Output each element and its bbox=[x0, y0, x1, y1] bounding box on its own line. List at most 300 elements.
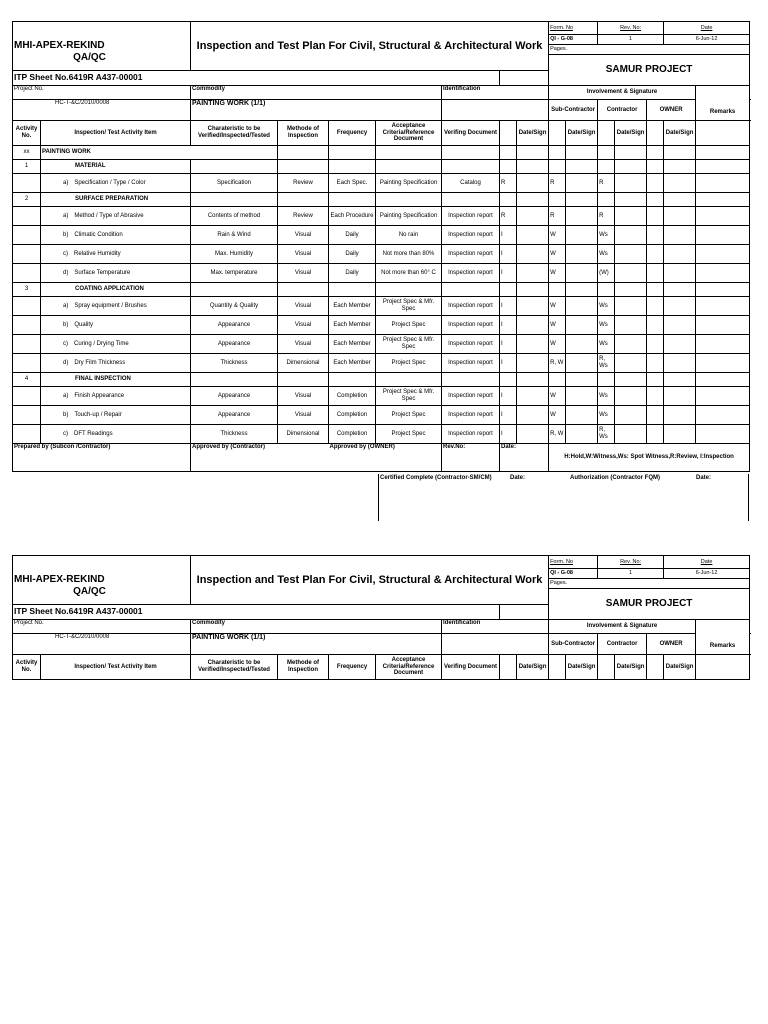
regulatory-code bbox=[647, 316, 664, 335]
contractor-code: W bbox=[549, 226, 566, 245]
empty-cell bbox=[664, 160, 696, 174]
col-subcontractor: Sub-Contractor bbox=[549, 634, 598, 655]
item-letter bbox=[41, 245, 191, 264]
itp-sheet-no: ITP Sheet No.6419R A437-00001 bbox=[13, 71, 500, 86]
project-name: SAMUR PROJECT bbox=[549, 589, 750, 620]
regulatory-code bbox=[647, 226, 664, 245]
verifying-doc-cell: Inspection report bbox=[442, 316, 500, 335]
frequency-cell: Daily bbox=[329, 226, 376, 245]
method-cell: Visual bbox=[278, 316, 329, 335]
regulatory-code bbox=[647, 335, 664, 354]
owner-code: R bbox=[598, 174, 615, 193]
date-sign-cell bbox=[566, 425, 598, 444]
item-letter bbox=[41, 297, 191, 316]
approved-by-owner: Approved by (OWNER) bbox=[329, 444, 442, 472]
legend: H:Hold,W:Witness,Ws: Spot Witness,R:Review, I:Inspection bbox=[549, 444, 750, 472]
owner-code: Ws bbox=[598, 335, 615, 354]
method-cell: Dimensional bbox=[278, 425, 329, 444]
acceptance-cell: Project Spec & Mfr. Spec bbox=[376, 335, 442, 354]
empty-cell bbox=[566, 146, 598, 160]
characteristic-cell: Max. temperature bbox=[191, 264, 278, 283]
empty-cell bbox=[500, 373, 517, 387]
activity-no: xx bbox=[13, 146, 41, 160]
col-acceptance: Acceptance Criteria/Reference Document bbox=[376, 655, 442, 680]
department-name: QA/QC bbox=[73, 51, 106, 63]
empty-cell bbox=[278, 283, 329, 297]
empty-cell bbox=[376, 193, 442, 207]
authorization-date: Date: bbox=[696, 475, 712, 481]
form-no-value: QI - G-08 bbox=[549, 569, 598, 579]
acceptance-cell: Project Spec bbox=[376, 406, 442, 425]
date-sign-cell bbox=[517, 387, 549, 406]
remarks-cell bbox=[696, 387, 750, 406]
col-date-sign: Date/Sign bbox=[517, 121, 549, 146]
empty-cell bbox=[549, 373, 566, 387]
regulatory-code bbox=[647, 387, 664, 406]
rev-no-label: Rev. No: bbox=[598, 22, 664, 35]
empty-cell bbox=[442, 373, 500, 387]
date-sign-cell bbox=[664, 335, 696, 354]
item-name: Quality bbox=[74, 321, 94, 328]
empty-cell bbox=[442, 193, 500, 207]
contractor-code: W bbox=[549, 316, 566, 335]
company-block bbox=[13, 556, 191, 605]
subcontractor-code: I bbox=[500, 264, 517, 283]
date-sign-cell bbox=[615, 425, 647, 444]
subcontractor-code: I bbox=[500, 297, 517, 316]
empty-cell bbox=[442, 146, 500, 160]
empty-cell bbox=[664, 373, 696, 387]
frequency-cell: Each Spec. bbox=[329, 174, 376, 193]
owner-code: Ws bbox=[598, 316, 615, 335]
frequency-cell: Each Member bbox=[329, 335, 376, 354]
empty-cell bbox=[517, 146, 549, 160]
verifying-doc-cell: Inspection report bbox=[442, 245, 500, 264]
remarks-cell bbox=[696, 316, 750, 335]
empty-cell bbox=[13, 425, 41, 444]
remarks-cell bbox=[696, 297, 750, 316]
frequency-cell: Each Procedure bbox=[329, 207, 376, 226]
item-letter bbox=[41, 387, 191, 406]
date-sign-cell bbox=[517, 226, 549, 245]
empty-cell bbox=[696, 283, 750, 297]
approved-by-contractor: Approved by (Contractor) bbox=[191, 444, 329, 472]
commodity-label: Commodity bbox=[191, 620, 442, 634]
table-row bbox=[13, 264, 750, 283]
owner-code: (W) bbox=[598, 264, 615, 283]
empty-cell bbox=[500, 283, 517, 297]
date-sign-cell bbox=[517, 406, 549, 425]
col-method: Methode of Inspection bbox=[278, 121, 329, 146]
verifying-doc-cell: Inspection report bbox=[442, 226, 500, 245]
section-row bbox=[13, 160, 750, 174]
remarks-cell bbox=[696, 226, 750, 245]
empty-cell bbox=[647, 373, 664, 387]
owner-code: Ws bbox=[598, 387, 615, 406]
item-letter bbox=[41, 264, 191, 283]
date-label: Date bbox=[664, 556, 750, 569]
col-frequency: Frequency bbox=[329, 121, 376, 146]
item-letter: c) bbox=[63, 250, 68, 257]
col-owner: OWNER bbox=[647, 634, 696, 655]
item-name: Specification / Type / Color bbox=[74, 179, 146, 186]
form-no-label: Form. No bbox=[549, 22, 598, 35]
activity-no: 4 bbox=[13, 373, 41, 387]
frequency-cell: Daily bbox=[329, 245, 376, 264]
empty-cell bbox=[615, 146, 647, 160]
subcontractor-code: R bbox=[500, 207, 517, 226]
project-no-label: Project No. bbox=[13, 620, 191, 634]
remarks-cell bbox=[696, 245, 750, 264]
certified-date: Date: bbox=[510, 475, 526, 481]
item-letter: d) bbox=[63, 269, 69, 276]
empty-cell bbox=[13, 264, 41, 283]
date-label: Date bbox=[664, 22, 750, 35]
col-owner: OWNER bbox=[647, 100, 696, 121]
contractor-code: R bbox=[549, 174, 566, 193]
section-title: FINAL INSPECTION bbox=[41, 373, 191, 387]
table-row bbox=[13, 354, 750, 373]
activity-group-title: PAINTING WORK bbox=[41, 146, 278, 160]
date-sign-cell bbox=[615, 406, 647, 425]
date-sign-cell bbox=[615, 226, 647, 245]
acceptance-cell: No rain bbox=[376, 226, 442, 245]
footer-rev-no: Rev.No: bbox=[442, 444, 500, 472]
date-sign-cell bbox=[664, 245, 696, 264]
date-sign-cell bbox=[517, 316, 549, 335]
characteristic-cell: Appearance bbox=[191, 335, 278, 354]
section-title: MATERIAL bbox=[41, 160, 191, 174]
certification-strip bbox=[12, 474, 749, 522]
project-name: SAMUR PROJECT bbox=[549, 55, 750, 86]
date-sign-cell bbox=[615, 174, 647, 193]
col-date-sign: Date/Sign bbox=[664, 655, 696, 680]
date-sign-cell bbox=[664, 264, 696, 283]
project-no-label: Project No. bbox=[13, 86, 191, 100]
method-cell: Visual bbox=[278, 245, 329, 264]
table-row bbox=[13, 226, 750, 245]
date-sign-cell bbox=[517, 297, 549, 316]
contractor-code: W bbox=[549, 387, 566, 406]
item-name: Touch-up / Repair bbox=[74, 411, 122, 418]
empty-cell bbox=[329, 193, 376, 207]
contractor-code: W bbox=[549, 264, 566, 283]
empty-cell bbox=[376, 160, 442, 174]
table-row bbox=[13, 245, 750, 264]
verifying-doc-cell: Inspection report bbox=[442, 425, 500, 444]
method-cell: Visual bbox=[278, 226, 329, 245]
owner-code: R, Ws bbox=[598, 354, 615, 373]
item-letter: b) bbox=[63, 411, 69, 418]
empty-cell bbox=[598, 373, 615, 387]
item-name: Surface Temperature bbox=[74, 269, 131, 276]
characteristic-cell: Max. Humidity bbox=[191, 245, 278, 264]
regulatory-code bbox=[647, 425, 664, 444]
item-name: Finish Appearance bbox=[74, 392, 125, 399]
activity-no: 2 bbox=[13, 193, 41, 207]
verifying-doc-cell: Inspection report bbox=[442, 335, 500, 354]
characteristic-cell: Appearance bbox=[191, 387, 278, 406]
empty-cell bbox=[500, 193, 517, 207]
item-letter: c) bbox=[63, 430, 68, 437]
col-subcontractor: Sub-Contractor bbox=[549, 100, 598, 121]
contractor-code: R, W bbox=[549, 354, 566, 373]
certified-complete: Certified Complete (Contractor-SM/CM) bbox=[380, 475, 492, 481]
col-frequency: Frequency bbox=[329, 655, 376, 680]
verifying-doc-cell: Inspection report bbox=[442, 207, 500, 226]
col-method: Methode of Inspection bbox=[278, 655, 329, 680]
empty-cell bbox=[696, 373, 750, 387]
date-sign-cell bbox=[566, 174, 598, 193]
project-no-value: HC-T-&C/2010/0008 bbox=[13, 634, 191, 655]
empty-cell bbox=[598, 160, 615, 174]
rev-no-value: 1 bbox=[598, 569, 664, 579]
document-title: Inspection and Test Plan For Civil, Structural & Architectural Work bbox=[191, 556, 549, 605]
item-name: Relative Humidity bbox=[74, 250, 121, 257]
col-date-sign: Date/Sign bbox=[615, 121, 647, 146]
date-sign-cell bbox=[615, 387, 647, 406]
col-activity-no: Activity No. bbox=[13, 121, 41, 146]
empty-cell bbox=[278, 160, 329, 174]
remarks-cell bbox=[696, 354, 750, 373]
empty-cell bbox=[329, 373, 376, 387]
method-cell: Visual bbox=[278, 387, 329, 406]
date-sign-cell bbox=[615, 316, 647, 335]
empty-cell bbox=[278, 373, 329, 387]
date-sign-cell bbox=[615, 297, 647, 316]
section-title: COATING APPLICATION bbox=[41, 283, 191, 297]
date-sign-cell bbox=[664, 316, 696, 335]
method-cell: Review bbox=[278, 174, 329, 193]
item-name: DFT Readings bbox=[74, 430, 113, 437]
contractor-code: W bbox=[549, 245, 566, 264]
item-name: Curing / Drying Time bbox=[74, 340, 129, 347]
empty-cell bbox=[549, 146, 566, 160]
table-row bbox=[13, 207, 750, 226]
owner-code: R bbox=[598, 207, 615, 226]
item-letter: d) bbox=[63, 359, 69, 366]
form-no-label: Form. No bbox=[549, 556, 598, 569]
empty-cell bbox=[442, 283, 500, 297]
method-cell: Visual bbox=[278, 406, 329, 425]
empty-cell bbox=[664, 193, 696, 207]
commodity-value: PAINTING WORK (1/1) bbox=[191, 634, 442, 655]
empty-cell bbox=[13, 335, 41, 354]
regulatory-code bbox=[647, 245, 664, 264]
characteristic-cell: Contents of method bbox=[191, 207, 278, 226]
date-value: 6-Jun-12 bbox=[664, 35, 750, 45]
empty-cell bbox=[549, 160, 566, 174]
empty-cell bbox=[517, 160, 549, 174]
table-row bbox=[13, 406, 750, 425]
regulatory-code bbox=[647, 207, 664, 226]
date-sign-cell bbox=[566, 354, 598, 373]
date-sign-cell bbox=[566, 316, 598, 335]
date-sign-cell bbox=[615, 245, 647, 264]
frequency-cell: Each Member bbox=[329, 297, 376, 316]
method-cell: Visual bbox=[278, 264, 329, 283]
date-sign-cell bbox=[517, 264, 549, 283]
col-characteristic: Charateristic to be Verified/Inspected/Tested bbox=[191, 655, 278, 680]
item-name: Climatic Condition bbox=[74, 231, 123, 238]
regulatory-code bbox=[647, 174, 664, 193]
empty-cell bbox=[549, 193, 566, 207]
empty-cell bbox=[278, 193, 329, 207]
section-row bbox=[13, 193, 750, 207]
regulatory-code bbox=[647, 264, 664, 283]
identification-label: Identification bbox=[442, 620, 549, 634]
verifying-doc-cell: Inspection report bbox=[442, 387, 500, 406]
itp-sheet-1 bbox=[12, 21, 750, 472]
col-contractor: Contractor bbox=[598, 634, 647, 655]
authorization: Authorization (Contractor FQM) bbox=[570, 475, 660, 481]
prepared-by: Prepared by (Subcon /Contractor) bbox=[13, 444, 191, 472]
table-row bbox=[13, 174, 750, 193]
item-letter: a) bbox=[63, 302, 69, 309]
empty-cell bbox=[442, 160, 500, 174]
date-sign-cell bbox=[517, 354, 549, 373]
acceptance-cell: Not more than 60° C bbox=[376, 264, 442, 283]
date-sign-cell bbox=[664, 297, 696, 316]
empty-cell bbox=[598, 193, 615, 207]
frequency-cell: Completion bbox=[329, 406, 376, 425]
col-date-sign: Date/Sign bbox=[615, 655, 647, 680]
col-item: Inspection/ Test Activity Item bbox=[41, 121, 191, 146]
item-letter: a) bbox=[63, 392, 69, 399]
regulatory-code bbox=[647, 406, 664, 425]
itp-sheet-no: ITP Sheet No.6419R A437-00001 bbox=[13, 605, 500, 620]
date-sign-cell bbox=[664, 387, 696, 406]
empty-cell bbox=[615, 283, 647, 297]
owner-code: Ws bbox=[598, 226, 615, 245]
date-sign-cell bbox=[664, 425, 696, 444]
table-row bbox=[13, 387, 750, 406]
empty-cell bbox=[13, 354, 41, 373]
empty-cell bbox=[376, 283, 442, 297]
empty-cell bbox=[191, 373, 278, 387]
remarks-cell bbox=[696, 335, 750, 354]
acceptance-cell: Painting Specification bbox=[376, 174, 442, 193]
col-date-sign: Date/Sign bbox=[664, 121, 696, 146]
verifying-doc-cell: Catalog bbox=[442, 174, 500, 193]
remarks-cell bbox=[696, 174, 750, 193]
empty-cell bbox=[329, 160, 376, 174]
subcontractor-code: I bbox=[500, 226, 517, 245]
company-name: MHI-APEX-REKIND bbox=[14, 40, 105, 51]
item-letter: a) bbox=[63, 212, 69, 219]
item-letter bbox=[41, 425, 191, 444]
empty-cell bbox=[615, 160, 647, 174]
empty-cell bbox=[500, 146, 517, 160]
table-row bbox=[13, 316, 750, 335]
empty-cell bbox=[647, 283, 664, 297]
regulatory-code bbox=[647, 354, 664, 373]
empty-cell bbox=[696, 160, 750, 174]
empty-cell bbox=[13, 245, 41, 264]
empty-cell bbox=[549, 283, 566, 297]
remarks-cell bbox=[696, 264, 750, 283]
empty-cell bbox=[329, 146, 376, 160]
empty-cell bbox=[376, 146, 442, 160]
date-sign-cell bbox=[517, 174, 549, 193]
acceptance-cell: Project Spec bbox=[376, 316, 442, 335]
frequency-cell: Daily bbox=[329, 264, 376, 283]
pages-label: Pages. bbox=[549, 45, 750, 55]
col-item: Inspection/ Test Activity Item bbox=[41, 655, 191, 680]
identification-label: Identification bbox=[442, 86, 549, 100]
subcontractor-code: I bbox=[500, 354, 517, 373]
empty-cell bbox=[566, 160, 598, 174]
table-row bbox=[13, 335, 750, 354]
itp-sheet-2 bbox=[12, 555, 750, 680]
commodity-value: PAINTING WORK (1/1) bbox=[191, 100, 442, 121]
remarks-cell bbox=[696, 406, 750, 425]
frequency-cell: Completion bbox=[329, 425, 376, 444]
contractor-code: W bbox=[549, 406, 566, 425]
empty-cell bbox=[13, 297, 41, 316]
empty-cell bbox=[647, 160, 664, 174]
method-cell: Visual bbox=[278, 297, 329, 316]
form-no-value: QI - G-08 bbox=[549, 35, 598, 45]
group-row bbox=[13, 146, 750, 160]
acceptance-cell: Project Spec bbox=[376, 354, 442, 373]
empty-cell bbox=[191, 283, 278, 297]
date-sign-cell bbox=[615, 264, 647, 283]
col-verifying: Verifing Document bbox=[442, 121, 500, 146]
empty-cell bbox=[598, 146, 615, 160]
item-letter: a) bbox=[63, 179, 69, 186]
characteristic-cell: Thickness bbox=[191, 425, 278, 444]
col-date-sign: Date/Sign bbox=[566, 655, 598, 680]
empty-cell bbox=[647, 146, 664, 160]
involvement-label: Involvement & Signature bbox=[549, 86, 696, 100]
company-name: MHI-APEX-REKIND bbox=[14, 574, 105, 585]
involvement-label: Involvement & Signature bbox=[549, 620, 696, 634]
acceptance-cell: Project Spec & Mfr. Spec bbox=[376, 297, 442, 316]
date-sign-cell bbox=[566, 226, 598, 245]
remarks-cell bbox=[696, 425, 750, 444]
rev-no-value: 1 bbox=[598, 35, 664, 45]
item-letter: c) bbox=[63, 340, 68, 347]
empty-cell bbox=[696, 146, 750, 160]
verifying-doc-cell: Inspection report bbox=[442, 264, 500, 283]
empty-cell bbox=[664, 146, 696, 160]
col-date-sign: Date/Sign bbox=[566, 121, 598, 146]
date-sign-cell bbox=[664, 354, 696, 373]
verifying-doc-cell: Inspection report bbox=[442, 406, 500, 425]
subcontractor-code: I bbox=[500, 245, 517, 264]
date-sign-cell bbox=[566, 264, 598, 283]
col-contractor: Contractor bbox=[598, 100, 647, 121]
item-letter: b) bbox=[63, 231, 69, 238]
empty-cell bbox=[517, 193, 549, 207]
section-title: SURFACE PREPARATION bbox=[41, 193, 191, 207]
empty-cell bbox=[329, 283, 376, 297]
document-title: Inspection and Test Plan For Civil, Structural & Architectural Work bbox=[191, 22, 549, 71]
empty-cell bbox=[615, 373, 647, 387]
date-sign-cell bbox=[664, 406, 696, 425]
empty-cell bbox=[566, 193, 598, 207]
item-letter bbox=[41, 174, 191, 193]
empty-cell bbox=[13, 207, 41, 226]
empty-cell bbox=[615, 193, 647, 207]
department-name: QA/QC bbox=[73, 585, 106, 597]
method-cell: Dimensional bbox=[278, 354, 329, 373]
empty-cell bbox=[566, 283, 598, 297]
empty-cell bbox=[500, 160, 517, 174]
contractor-code: W bbox=[549, 335, 566, 354]
subcontractor-code: I bbox=[500, 406, 517, 425]
